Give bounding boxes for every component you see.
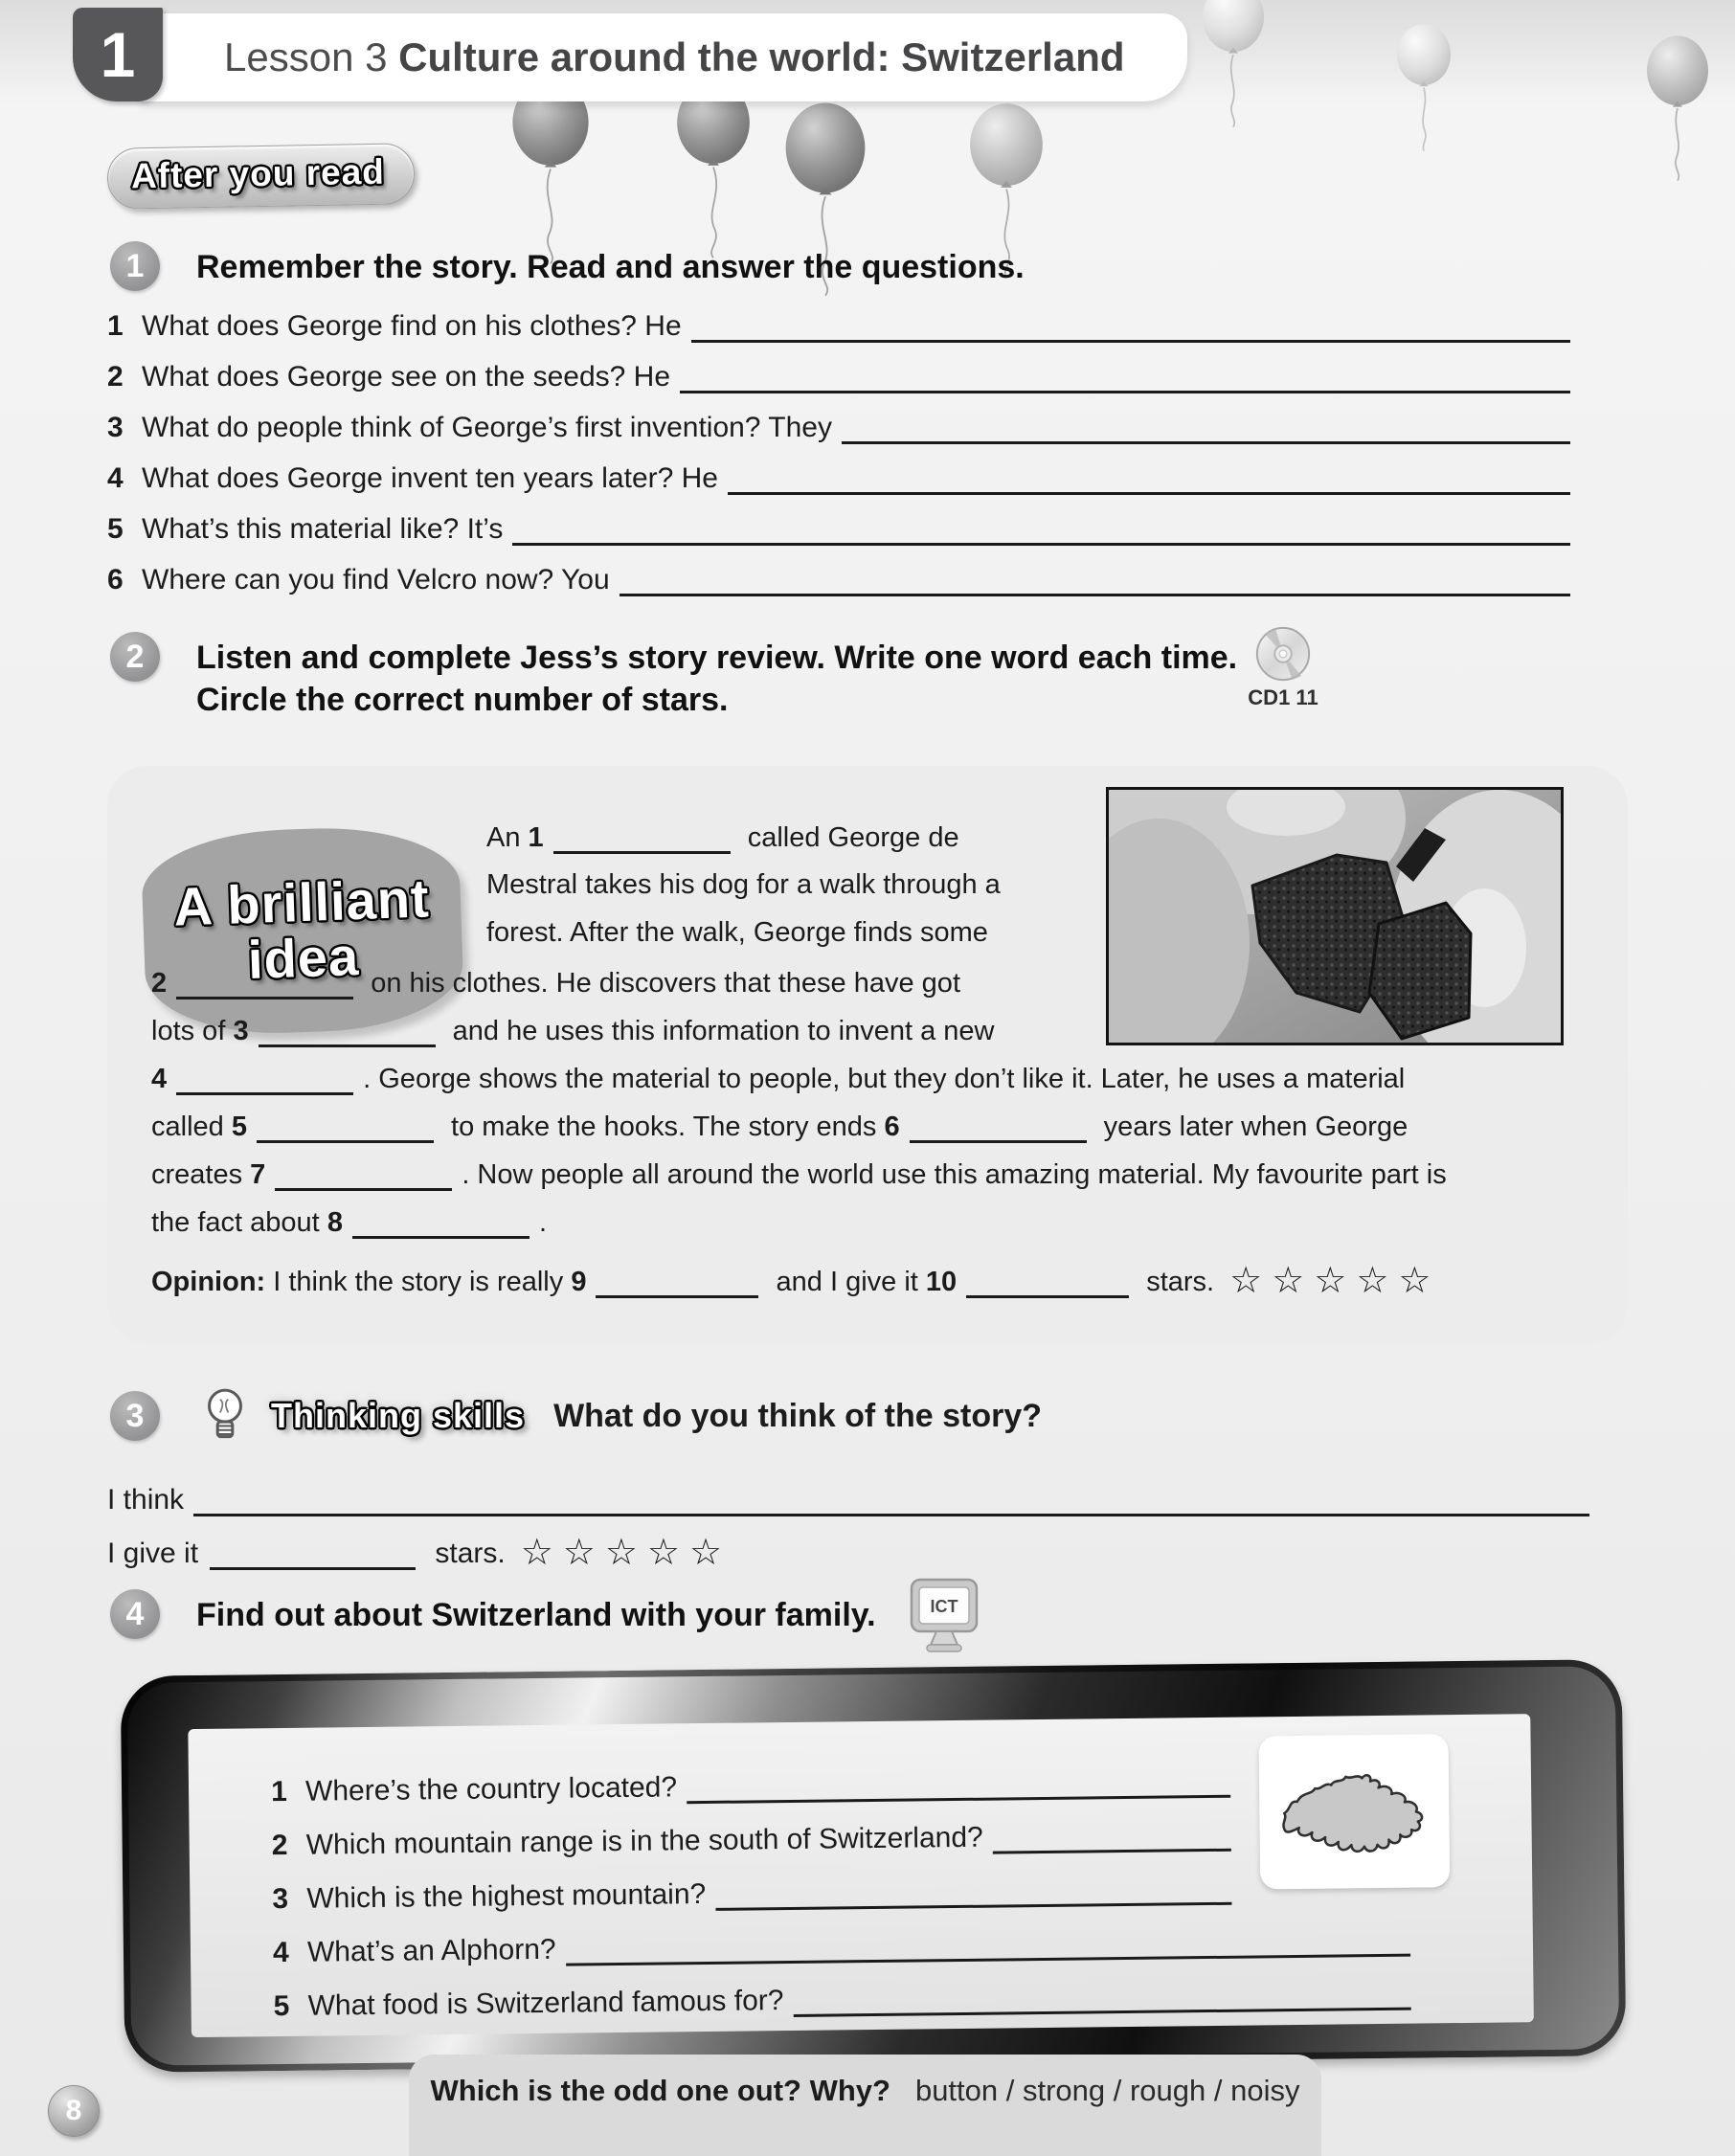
answer-line[interactable] — [680, 359, 1570, 393]
review-line: forest. After the walk, George finds some — [486, 917, 988, 948]
gap-8[interactable] — [352, 1204, 530, 1239]
story-title-blob — [140, 823, 464, 1037]
unit-number-tab — [73, 8, 163, 101]
star-rating[interactable]: ☆☆☆☆☆ — [520, 1533, 732, 1573]
exercise-4-header — [110, 1589, 876, 1639]
gap-3[interactable] — [259, 1013, 436, 1047]
answer-line[interactable] — [565, 1922, 1410, 1966]
review-line: creates 7 . Now people all around the world use this amazing material. My favourite part is — [151, 1157, 1447, 1191]
answer-line[interactable] — [793, 1976, 1410, 2017]
balloon-icon — [1197, 0, 1270, 134]
odd-one-out-bar — [409, 2055, 1321, 2156]
question-row: 3 Which is the highest mountain? — [272, 1867, 1231, 1916]
review-line: An 1 called George de — [486, 820, 959, 854]
story-title-line2: idea — [246, 925, 361, 990]
gap-7[interactable] — [275, 1157, 452, 1191]
answer-line[interactable] — [512, 511, 1570, 546]
audio-track-block — [1243, 624, 1323, 710]
answer-line[interactable] — [715, 1871, 1231, 1911]
story-title-line1: A brilliant — [172, 867, 431, 937]
story-review-card — [107, 766, 1628, 1344]
review-line: Mestral takes his dog for a walk through a — [486, 869, 1001, 900]
page-number-badge: 8 — [48, 2085, 100, 2137]
ict-screen-panel — [121, 1659, 1627, 2073]
question-row: 2 What does George see on the seeds? He — [107, 355, 1570, 393]
gap-1[interactable] — [553, 820, 731, 854]
lesson-prefix: Lesson 3 — [224, 34, 399, 79]
exercise-1-header — [110, 241, 1025, 291]
exercise-3-number: 3 — [110, 1391, 160, 1441]
think-line: I think — [107, 1482, 1589, 1516]
exercise-3-header — [110, 1384, 1042, 1448]
lesson-header — [142, 13, 1187, 101]
question-row: 4 What’s an Alphorn? — [273, 1919, 1410, 1969]
odd-one-out-prompt: Which is the odd one out? Why? — [430, 2074, 890, 2107]
exercise-1-number: 1 — [110, 241, 160, 291]
review-line: the fact about 8 . — [151, 1204, 547, 1239]
question-row: 1 What does George find on his clothes? He — [107, 304, 1570, 343]
exercise-4-number: 4 — [110, 1589, 160, 1639]
unit-number: 1 — [100, 19, 136, 90]
balloon-icon — [1642, 34, 1713, 188]
question-row: 1 Where’s the country located? — [271, 1760, 1230, 1808]
section-badge-label: After you read — [130, 151, 386, 196]
give-stars-line: I give it stars. ☆☆☆☆☆ — [107, 1533, 732, 1573]
velcro-photo — [1106, 787, 1564, 1045]
question-row: 3 What do people think of George’s first invention? They — [107, 406, 1570, 444]
answer-line[interactable] — [687, 1763, 1230, 1804]
question-row: 6 Where can you find Velcro now? You — [107, 558, 1570, 596]
balloon-icon — [672, 75, 755, 266]
opinion-line: Opinion: I think the story is really 9 and I give it 10 stars. ☆☆☆☆☆ — [151, 1261, 1441, 1301]
question-row: 4 What does George invent ten years later? He — [107, 457, 1570, 495]
switzerland-map-card — [1258, 1734, 1450, 1889]
answer-line[interactable] — [842, 410, 1570, 444]
review-line: 2 on his clothes. He discovers that these have got — [151, 965, 960, 999]
exercise-3-title: What do you think of the story? — [553, 1397, 1043, 1434]
balloon-icon — [1393, 23, 1454, 157]
star-rating[interactable]: ☆☆☆☆☆ — [1229, 1261, 1441, 1301]
gap-6[interactable] — [910, 1109, 1087, 1143]
lightbulb-icon — [200, 1384, 250, 1448]
answer-line[interactable] — [210, 1536, 416, 1570]
review-line: called 5 to make the hooks. The story ends 6 years later when George — [151, 1109, 1408, 1143]
question-row: 5 What’s this material like? It’s — [107, 507, 1570, 546]
ict-label: ICT — [930, 1597, 958, 1616]
thinking-skills-badge: Thinking skills — [271, 1396, 526, 1435]
gap-10[interactable] — [966, 1264, 1129, 1298]
odd-one-out-options: button / strong / rough / noisy — [914, 2074, 1300, 2107]
answer-line[interactable] — [993, 1817, 1231, 1854]
gap-9[interactable] — [596, 1264, 758, 1298]
exercise-2-number: 2 — [110, 632, 160, 682]
exercise-2-header — [110, 632, 1237, 721]
review-line: lots of 3 and he uses this information to invent a new — [151, 1013, 994, 1047]
cd-icon — [1253, 624, 1313, 684]
question-row: 5 What food is Switzerland famous for? — [273, 1972, 1410, 2023]
answer-line[interactable] — [193, 1482, 1589, 1516]
lesson-title: Culture around the world: Switzerland — [398, 34, 1125, 79]
answer-line[interactable] — [728, 460, 1570, 495]
question-row: 2 Which mountain range is in the south of Switzerland? — [271, 1813, 1230, 1862]
gap-5[interactable] — [257, 1109, 434, 1143]
answer-line[interactable] — [691, 308, 1570, 343]
review-line: 4 . George shows the material to people, but they don’t like it. Later, he uses a material — [151, 1061, 1405, 1095]
balloon-icon — [507, 77, 594, 268]
gap-2[interactable] — [176, 965, 353, 999]
switzerland-map — [1273, 1748, 1436, 1875]
gap-4[interactable] — [176, 1061, 353, 1095]
exercise-4-title: Find out about Switzerland with your family. — [196, 1597, 876, 1633]
after-you-read-badge — [106, 143, 415, 210]
exercise-1-questions — [107, 304, 1570, 596]
cd-track-label: CD1 11 — [1248, 685, 1318, 709]
ict-icon — [908, 1576, 980, 1654]
screen-content — [188, 1714, 1534, 2037]
exercise-2-title: Listen and complete Jess’s story review. Write one word each time. Circle the correct number of stars. — [196, 640, 1238, 718]
exercise-1-title: Remember the story. Read and answer the questions. — [196, 249, 1025, 285]
answer-line[interactable] — [620, 562, 1570, 596]
